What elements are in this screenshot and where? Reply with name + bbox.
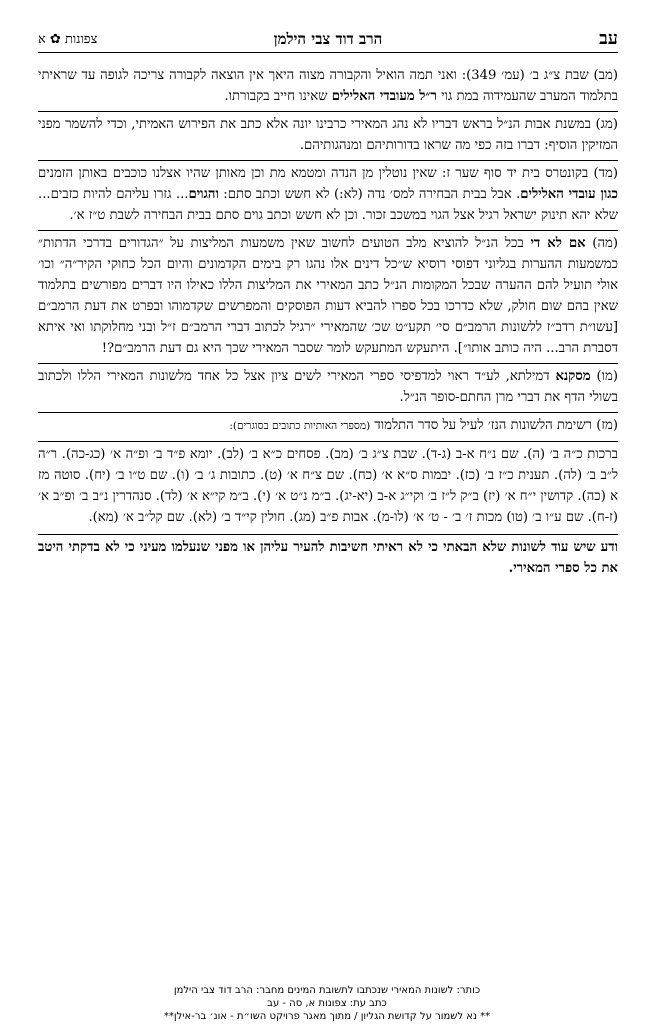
paragraph-43: (מג) במשנת אבות הנ״ל בראש דבריו לא נהג המאירי כרבינו יונה אלא כתב את הפירוש האמיתי, וכדי להשמר מפני המזיקין הוסיף: דברו בזה כפי מה שראו בדורותיהם ומנהגותיהם.: [38, 117, 618, 153]
footer-title-line: כותר: לשונות המאירי שנכתבו לתשובת המינים מחבר: הרב דוד צבי הילמן: [173, 985, 481, 996]
main-text: [38, 63, 618, 583]
paragraph-42: (מב) שבת צ״ג ב׳ (עמ׳ 349): ואני תמה הואיל והקבורה מצוה היאך אין הוצאה לקבורה צריכה לגופה עד שראיתי בתלמוד המערב שהעמידוה במת גוי ר״ל מעובדי האלילים שאינו חייב בקבורתו.: [38, 68, 618, 104]
paragraph-44: (מד) בקונטרס בית יד סוף שער ז: שאין נוטלין מן הנדה ומטמא מת וכן מאותן שהיו אצלנו כוכבים באותן הזמנים כגון עובדי האלילים. אבל בבית הבחירה למס׳ נדה (לא:) לא חשש וכתב סתם: והגוים... גזרו עליהם להיות כזבים... שלא יהא תינוק ישראל רגיל אצל הגוי במשכב זכור. וכן לא חשש וכתב גוים סתם בבית הבחירה לשבת ט״ז א׳.: [38, 166, 619, 223]
source-list: ברכות כ״ה ב׳ (ה). שם נ״ח א-ב (ג-ד). שבת צ״ג ב׳ (מב). פסחים כ״א ב׳ (לב). יומא פ״ד ב׳ ופ״ה א׳ (כג-כה). ר״ה ל״ב ב׳ (לה). תענית כ״ז ב׳ (כז). יבמות ס״א א׳ (כח). שם צ״ח א׳ (ט). כתובות ג׳ ב׳ (ו). שם ט״ו ב׳ (יח). סוטה מז א (כה). קדושין י״ח א׳ (יז) ב״ק ל״ז ב׳ וקי״ג א-ב (יא-יג). ב״מ נ״ט א׳ (י). ב״מ קי״א א׳ (לד). סנהדרין נ״ב ב׳ ופ״ב א׳ (ז-ח). שם ע״ו ב׳ (טו) מכות ז׳ ב׳ - ט׳ א׳ (לו-מ). אבות פ״ב (מג). חולין קי״ד ב׳ (לא). שם קל״ב א׳ (מא).: [38, 447, 618, 525]
author-title: הרב דוד צבי הילמן: [273, 30, 383, 48]
paragraph-47: (מז) רשימת הלשונות הנז׳ לעיל על סדר התלמוד (מספרי האותיות כתובים בסוגרים):: [229, 418, 618, 433]
page-number: עב: [599, 28, 618, 49]
footer-notice-line: ** נא לשמור על קדושת הגליון / מתוך מאגר פרויקט השו״ת - אונ׳ בר-אילן**: [163, 1011, 491, 1022]
paragraph-46: (מו) מסקנא דמילתא, לע״ד ראוי למדפיסי ספרי המאירי לשים ציון אצל כל אחד מלשונות המאירי הללו ולכתוב בשולי הדף את דברי מרן החתם-סופר הנ״ל.: [38, 369, 618, 405]
running-header: [38, 28, 618, 53]
footer-journal-line: כתב עת: צפונות א, סה - עב: [267, 998, 387, 1009]
closing-note: ודע שיש עוד לשונות שלא הבאתי כי לא ראיתי חשיבות להעיר עליהן או מפני שנעלמו מעיני כי לא בדקתי היטב את כל ספרי המאירי.: [38, 540, 618, 576]
page-footer: [0, 984, 654, 1023]
paragraph-45: (מה) אם לא די בכל הנ״ל להוציא מלב הטועים לחשוב שאין משמעות המליצות על ״הגדורים בדרכי הדתות״ כמשמעות ההערות בגליוני דפוסי רוסיא ש״כל דינים אלו נהגו רק בימים הקדמונים והיום הכל כחוקי הקיר״ה״ וכו׳ אולי תועיל להם ההערה שבכל המקומות הנ״ל כתב המאירי את המליצות הללו כאילו היו דברים מפורשים בתלמוד שאין בהם שום חולק, שלא כדרכו בכל ספרו להביא דעות הפוסקים והמפרשים שקדמוהו ובפרט את דעת הרמב״ם [עשו״ת רדב״ז ללשונות הרמב״ם סי׳ תקע״ט שכ׳ שהמאירי ״רגיל לכתוב דברי הרמב״ם ז״ל ובני מחלוקתו ואי איתא דסברת הרב... היה כותב אותו״]. היתעקש המתעקש לומר שסבר המאירי שכך היא גם דעת הרמב״ם?!: [38, 236, 618, 356]
journal-section: צפונות ✿ א: [38, 32, 98, 47]
page: [38, 28, 618, 583]
